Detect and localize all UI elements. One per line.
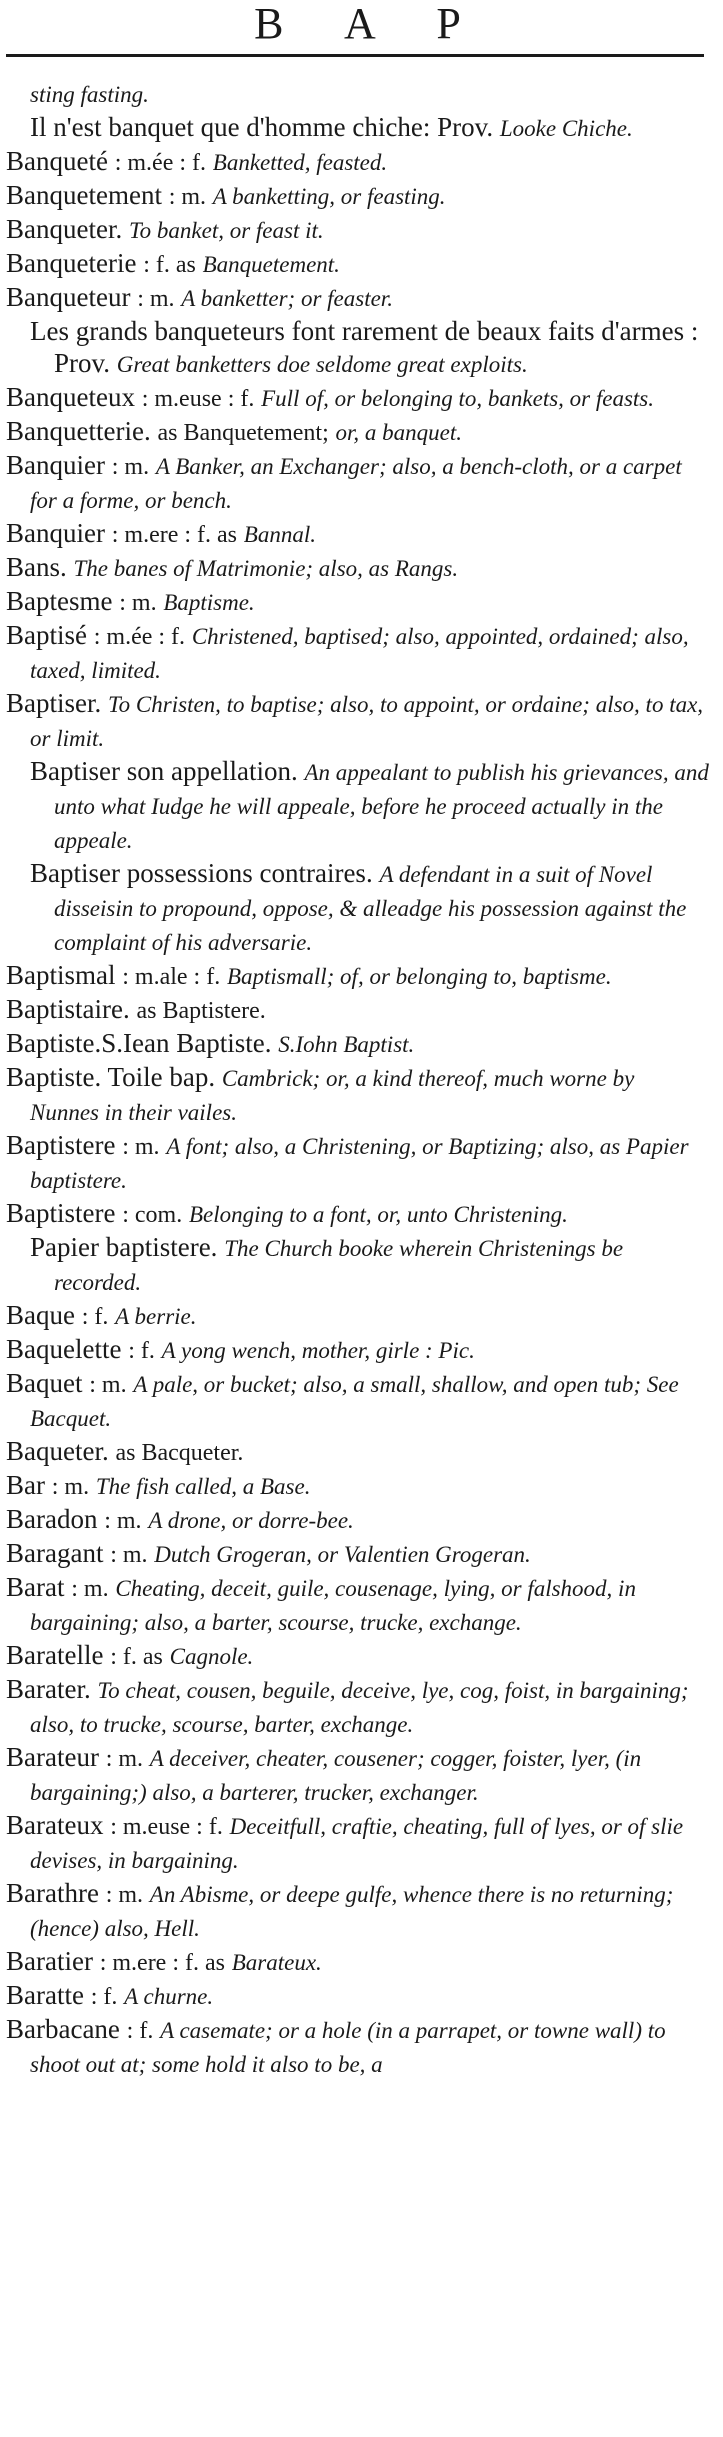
entry-headword: Barater. [6, 1674, 91, 1704]
entry-definition: Banketted, feasted. [212, 150, 388, 175]
entry-definition: A casemate; or a hole (in a parrapet, or towne wall) to shoot out at; some hold it also to be, a [30, 2018, 666, 2077]
entry-definition: Banquetement. [202, 252, 340, 277]
entry-headword: Baratelle [6, 1640, 104, 1670]
dictionary-entry [6, 1231, 709, 1299]
entry-definition: A yong wench, mother, girle : Pic. [161, 1338, 475, 1363]
dictionary-entry [6, 517, 709, 551]
entry-definition: A pale, or bucket; also, a small, shallow, and open tub; See Bacquet. [30, 1372, 679, 1431]
entry-definition: An Abisme, or deepe gulfe, whence there is no returning; (hence) also, Hell. [30, 1882, 674, 1941]
entry-grammar: : m.ée : f. [93, 624, 186, 650]
entry-headword: Baratte [6, 1980, 84, 2010]
entry-headword: Baradon [6, 1504, 98, 1534]
entry-headword: Barat [6, 1572, 65, 1602]
entry-headword: Il n'est banquet que d'homme chiche: Prov. [30, 112, 494, 142]
entry-grammar: : m.ere : f. as [111, 522, 238, 548]
entry-headword: Baptisé [6, 620, 87, 650]
dictionary-entry [6, 1809, 709, 1877]
entry-headword: Baptistere [6, 1130, 116, 1160]
entry-grammar: : f. [128, 1338, 155, 1364]
entry-definition: A churne. [124, 1984, 214, 2009]
dictionary-entry [6, 551, 709, 585]
dictionary-entry [6, 1945, 709, 1979]
entry-grammar: : m. [168, 184, 207, 210]
entry-headword: Banquier [6, 518, 105, 548]
entry-definition: Barateux. [231, 1950, 322, 1975]
entry-definition: A Banker, an Exchanger; also, a bench-cloth, or a carpet for a forme, or bench. [30, 454, 682, 513]
entry-grammar: : m. [89, 1372, 127, 1398]
entry-headword: Baragant [6, 1538, 104, 1568]
dictionary-entry [6, 1299, 709, 1333]
entry-headword: Baquet [6, 1368, 83, 1398]
dictionary-entry [6, 145, 709, 179]
dictionary-entry [6, 77, 709, 111]
entry-definition: sting fasting. [30, 82, 149, 107]
entry-grammar: : m. [110, 1542, 148, 1568]
entry-headword: Baptiste. Toile bap. [6, 1062, 216, 1092]
entry-headword: Banqueteux [6, 382, 135, 412]
dictionary-entry [6, 959, 709, 993]
entry-headword: Baptiser son appellation. [30, 756, 298, 786]
dictionary-entry [6, 1979, 709, 2013]
entry-grammar: : m. [122, 1134, 160, 1160]
entry-headword: Les grands banqueteurs font rarement de beaux faits d'armes : Prov. [30, 316, 699, 378]
dictionary-entry [6, 247, 709, 281]
entry-definition: To banket, or feast it. [128, 218, 324, 243]
entry-definition: Great banketters doe seldome great exploits. [116, 352, 528, 377]
entry-headword: Baquelette [6, 1334, 122, 1364]
dictionary-entry [6, 315, 709, 381]
dictionary-entry [6, 179, 709, 213]
entry-grammar: : m.euse : f. [110, 1814, 223, 1840]
entry-headword: Baptistere [6, 1198, 116, 1228]
entry-definition: To Christen, to baptise; also, to appoint, or ordaine; also, to tax, or limit. [30, 692, 704, 751]
entry-definition: An appealant to publish his grievances, and unto what Iudge he will appeale, before he proceed actually in the appeale. [54, 760, 709, 853]
page-header: B A P [254, 0, 487, 48]
entry-headword: Banquetterie. [6, 416, 151, 446]
entry-grammar: : m.ale : f. [122, 964, 221, 990]
entry-headword: Baptiste.S.Iean Baptiste. [6, 1028, 272, 1058]
entry-headword: Barathre [6, 1878, 99, 1908]
entry-grammar: as Banquetement; [157, 420, 329, 446]
dictionary-entry [6, 1197, 709, 1231]
entry-definition: Full of, or belonging to, bankets, or feasts. [261, 386, 655, 411]
dictionary-entry [6, 619, 709, 687]
entry-definition: A berrie. [115, 1304, 197, 1329]
dictionary-entry [6, 687, 709, 755]
entry-headword: Baptesme [6, 586, 113, 616]
header-rule [6, 54, 704, 61]
entry-headword: Bar [6, 1470, 45, 1500]
entry-headword: Barateux [6, 1810, 104, 1840]
entry-grammar: : f. [126, 2018, 154, 2044]
entry-grammar: : m. [71, 1576, 109, 1602]
entry-grammar: : f. [81, 1304, 109, 1330]
entry-grammar: : com. [122, 1202, 183, 1228]
entry-grammar: : f. [90, 1984, 118, 2010]
entry-headword: Baptistaire. [6, 994, 130, 1024]
dictionary-entry [6, 585, 709, 619]
entry-headword: Banqueté [6, 146, 108, 176]
entry-definition: Bannal. [243, 522, 316, 547]
entry-grammar: : m. [137, 286, 175, 312]
entries-list [6, 77, 709, 2081]
entry-headword: Baptiser. [6, 688, 102, 718]
entry-definition: Deceitfull, craftie, cheating, full of lyes, or of slie devises, in bargaining. [30, 1814, 684, 1873]
entry-grammar: : m.euse : f. [141, 386, 255, 412]
entry-grammar: : f. as [143, 252, 196, 278]
entry-headword: Banqueterie [6, 248, 137, 278]
dictionary-entry [6, 1673, 709, 1741]
dictionary-entry [6, 1367, 709, 1435]
entry-definition: Looke Chiche. [499, 116, 633, 141]
entry-grammar: : m.ée : f. [114, 150, 207, 176]
dictionary-entry [6, 213, 709, 247]
entry-definition: Dutch Grogeran, or Valentien Grogeran. [154, 1542, 531, 1567]
entry-definition: A font; also, a Christening, or Baptizing; also, as Papier baptistere. [30, 1134, 689, 1193]
entry-headword: Baratier [6, 1946, 93, 1976]
dictionary-entry [6, 1877, 709, 1945]
dictionary-entry [6, 415, 709, 449]
entry-definition: A deceiver, cheater, cousener; cogger, foister, lyer, (in bargaining;) also, a barterer, trucker, exchanger. [30, 1746, 642, 1805]
dictionary-entry [6, 755, 709, 857]
entry-grammar: : m. [105, 1746, 144, 1772]
entry-definition: Baptisme. [163, 590, 255, 615]
entry-definition: Belonging to a font, or, unto Christening. [188, 1202, 568, 1227]
entry-headword: Baqueter. [6, 1436, 109, 1466]
entry-headword: Banquier [6, 450, 105, 480]
entry-headword: Papier baptistere. [30, 1232, 218, 1262]
entry-definition: Christened, baptised; also, appointed, ordained; also, taxed, limited. [30, 624, 689, 683]
entry-definition: Cagnole. [169, 1644, 254, 1669]
entry-headword: Barateur [6, 1742, 99, 1772]
dictionary-entry [6, 381, 709, 415]
entry-definition: Cambrick; or, a kind thereof, much worne by Nunnes in their vailes. [30, 1066, 635, 1125]
entry-grammar: as Baptistere. [136, 998, 266, 1024]
entry-grammar: : m. [51, 1474, 90, 1500]
entry-grammar: : m. [119, 590, 157, 616]
dictionary-entry [6, 1537, 709, 1571]
dictionary-entry [6, 1435, 709, 1469]
entry-grammar: as Bacqueter. [115, 1440, 244, 1466]
entry-headword: Bans. [6, 552, 67, 582]
entry-definition: A banketting, or feasting. [212, 184, 446, 209]
entry-definition: The Church booke wherein Christenings be recorded. [54, 1236, 624, 1295]
dictionary-entry [6, 111, 709, 145]
dictionary-entry [6, 1469, 709, 1503]
entry-headword: Baptismal [6, 960, 116, 990]
entry-headword: Banqueteur [6, 282, 131, 312]
dictionary-entry [6, 281, 709, 315]
dictionary-entry [6, 1061, 709, 1129]
dictionary-entry [6, 1639, 709, 1673]
dictionary-entry [6, 1571, 709, 1639]
entry-headword: Baptiser possessions contraires. [30, 858, 373, 888]
dictionary-entry [6, 1333, 709, 1367]
entry-headword: Barbacane [6, 2014, 120, 2044]
dictionary-entry [6, 449, 709, 517]
entry-definition: A drone, or dorre-bee. [148, 1508, 354, 1533]
entry-grammar: : m. [105, 1882, 144, 1908]
dictionary-entry [6, 2013, 709, 2081]
dictionary-entry [6, 993, 709, 1027]
entry-definition: Baptismall; of, or belonging to, baptisme. [226, 964, 612, 989]
entry-grammar: : m. [104, 1508, 142, 1534]
entry-definition: The fish called, a Base. [95, 1474, 311, 1499]
dictionary-entry [6, 1129, 709, 1197]
entry-definition: S.Iohn Baptist. [278, 1032, 415, 1057]
entry-headword: Banquetement [6, 180, 162, 210]
entry-definition: A defendant in a suit of Novel disseisin to propound, oppose, & alleadge his possession against the complaint of his adversarie. [54, 862, 687, 955]
dictionary-entry [6, 857, 709, 959]
entry-definition: The banes of Matrimonie; also, as Rangs. [73, 556, 459, 581]
entry-headword: Banqueter. [6, 214, 123, 244]
entry-headword: Baque [6, 1300, 75, 1330]
entry-grammar: : f. as [110, 1644, 163, 1670]
entry-definition: A banketter; or feaster. [181, 286, 393, 311]
entry-grammar: : m.ere : f. as [99, 1950, 225, 1976]
entry-grammar: : m. [111, 454, 150, 480]
dictionary-entry [6, 1503, 709, 1537]
dictionary-entry [6, 1741, 709, 1809]
entry-definition: Cheating, deceit, guile, cousenage, lying, or falshood, in bargaining; also, a barter, scourse, trucke, exchange. [30, 1576, 636, 1635]
entry-definition: or, a banquet. [335, 420, 462, 445]
dictionary-entry [6, 1027, 709, 1061]
entry-definition: To cheat, cousen, beguile, deceive, lye, cog, foist, in bargaining; also, to trucke, scourse, barter, exchange. [30, 1678, 689, 1737]
